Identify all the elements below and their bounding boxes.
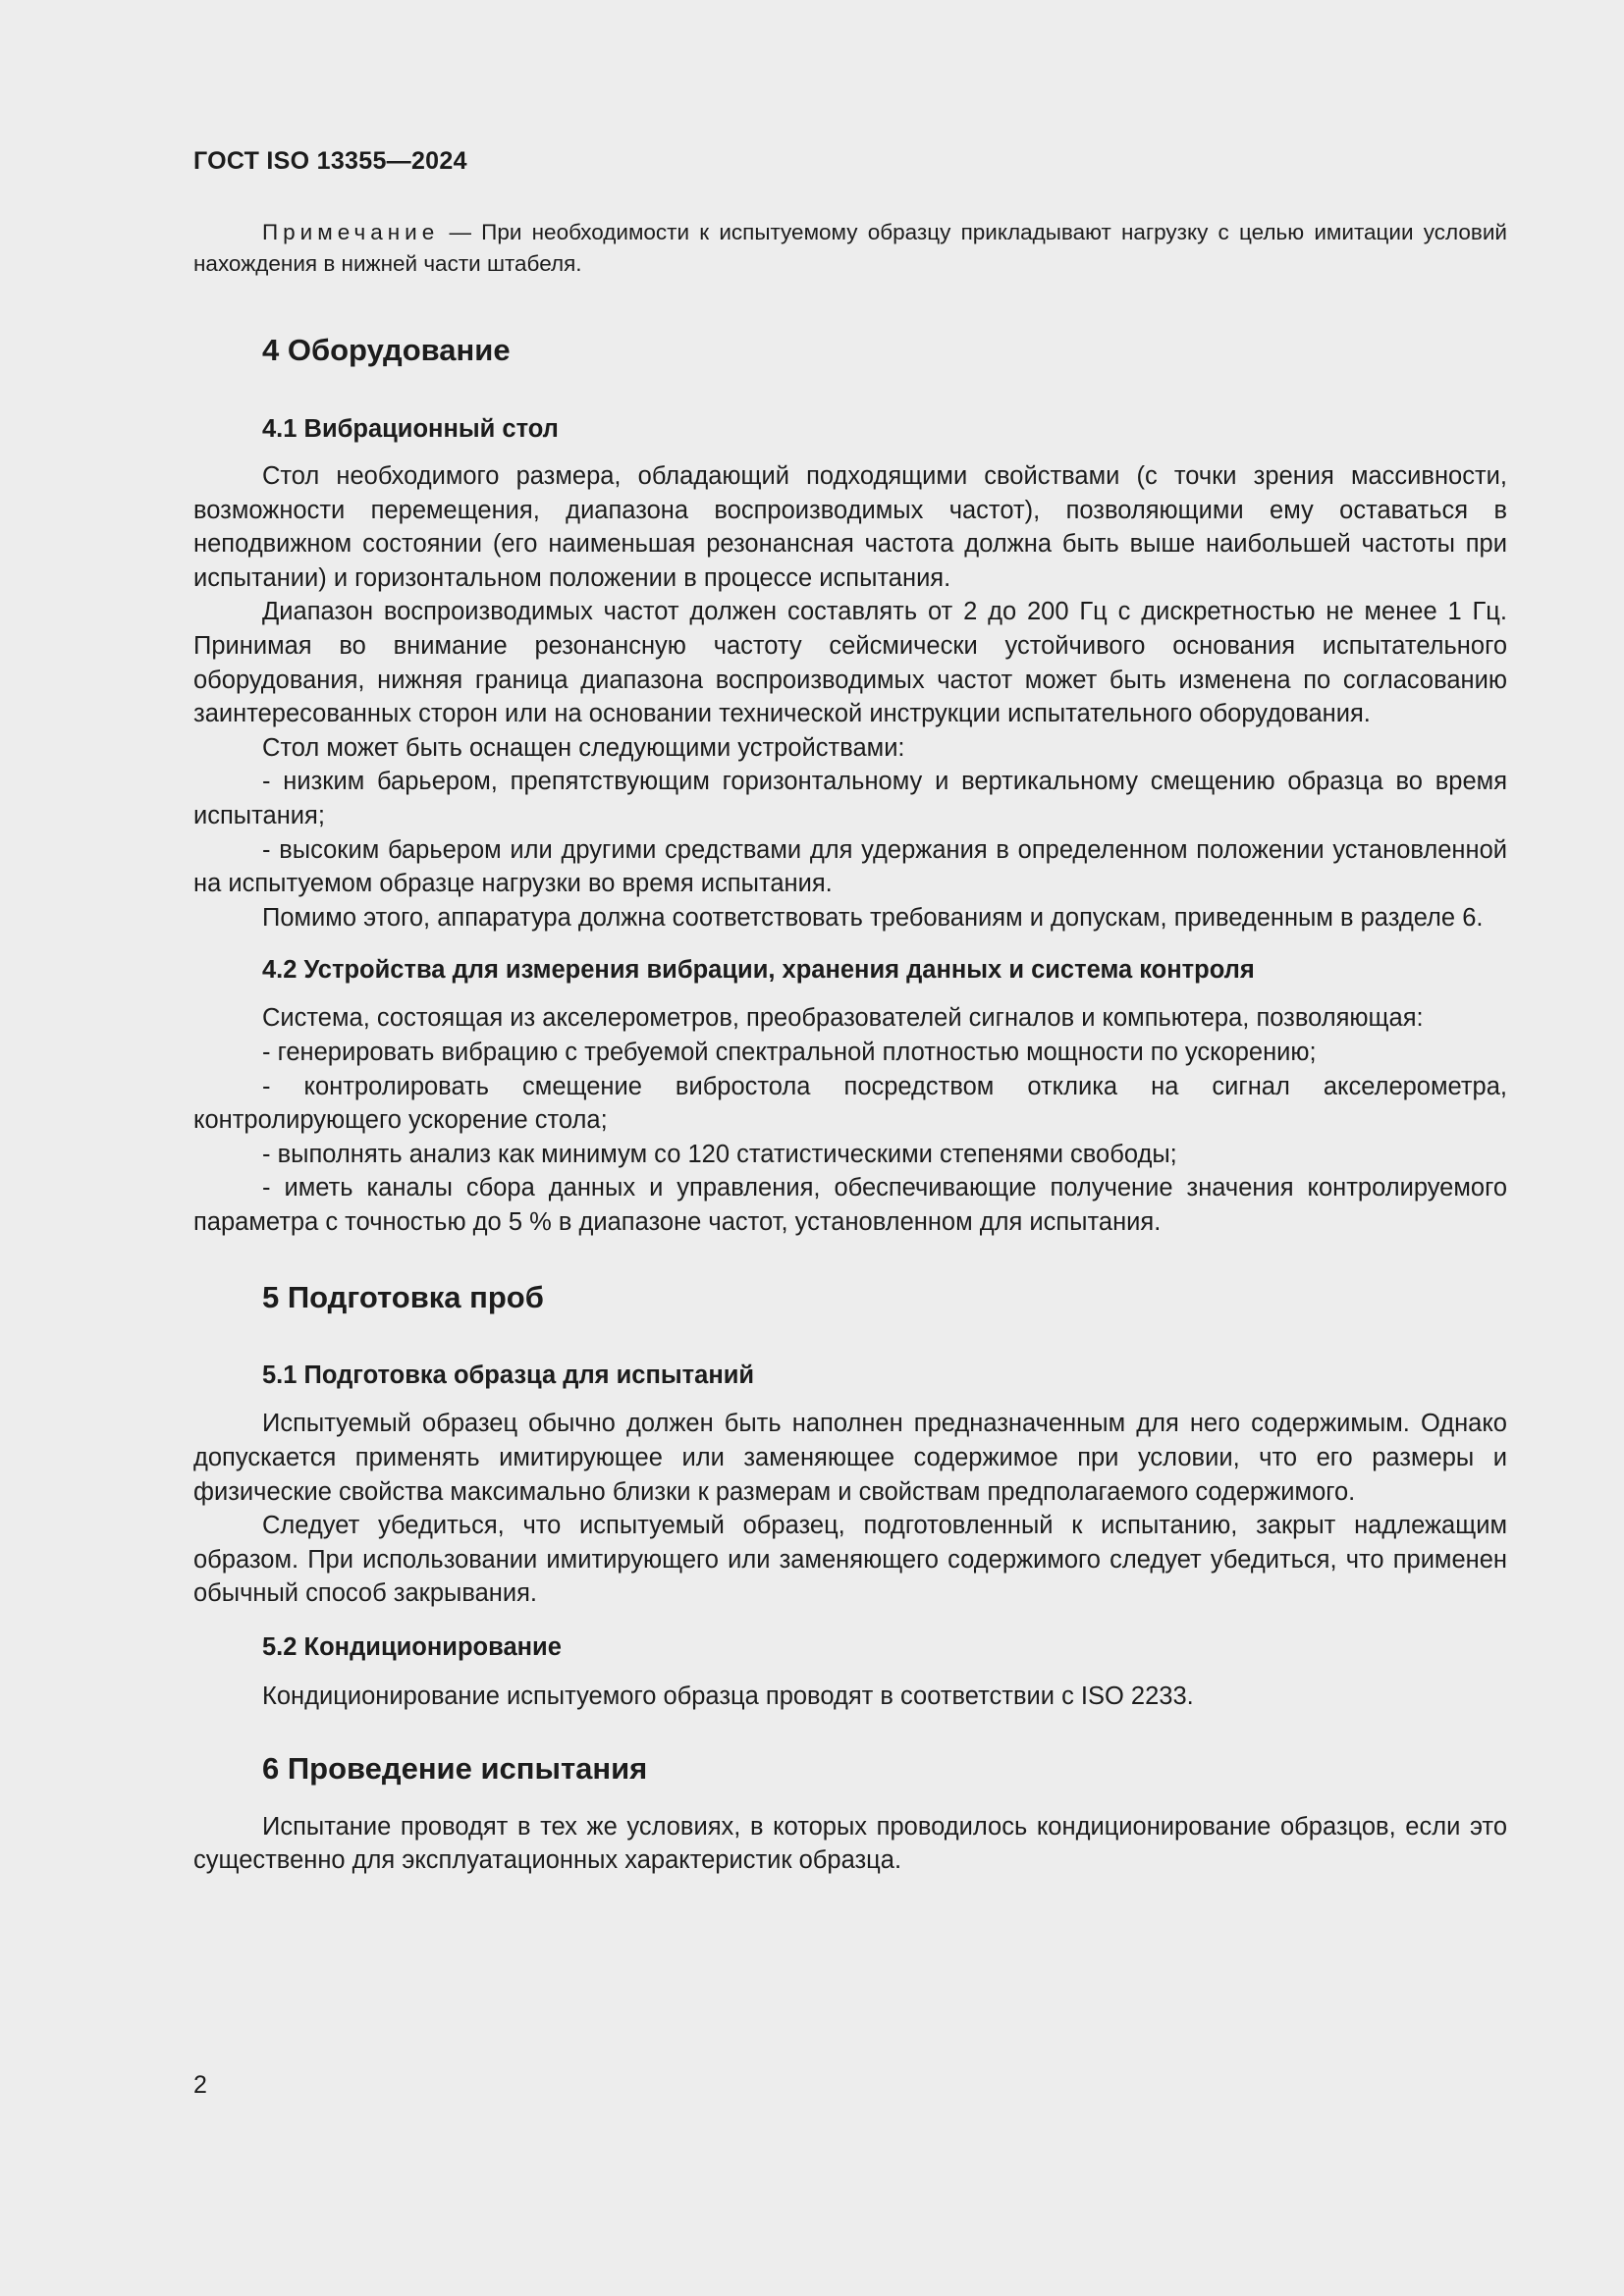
subsection-4-2-body bbox=[193, 1001, 1507, 1239]
paragraph: Стол необходимого размера, обладающий подходящими свойствами (с точки зрения массивности, возможности перемещения, диапазона воспроизводимых частот), позволяющими ему оставаться в неподвижном состоянии (его наименьшая резонансная частота должна быть выше наибольшей частоты при испытании) и горизонтальном положении в процессе испытания. bbox=[193, 462, 1507, 592]
paragraph: Следует убедиться, что испытуемый образец, подготовленный к испытанию, закрыт надлежащим образом. При использовании имитирующего или заменяющего содержимого следует убедиться, что применен обычный способ закрывания. bbox=[193, 1512, 1507, 1608]
paragraph: Диапазон воспроизводимых частот должен составлять от 2 до 200 Гц с дискретностью не менее 1 Гц. Принимая во внимание резонансную частоту сейсмически устойчивого основания испытательного оборудования, нижняя граница диапазона воспроизводимых частот может быть изменена по согласованию заинтересованных сторон или на основании технической инструкции испытательного оборудования. bbox=[193, 598, 1507, 728]
section-4-heading: 4 Оборудование bbox=[262, 333, 511, 367]
paragraph: Испытание проводят в тех же условиях, в которых проводилось кондиционирование образцов, если это существенно для эксплуатационных характеристик образца. bbox=[193, 1812, 1507, 1875]
list-item: - высоким барьером или другими средствами для удержания в определенном положении установленной на испытуемом образце нагрузки во время испытания. bbox=[193, 835, 1507, 898]
list-item: - выполнять анализ как минимум со 120 статистическими степенями свободы; bbox=[262, 1140, 1177, 1168]
page-content bbox=[193, 147, 1507, 1878]
page-number: 2 bbox=[193, 2071, 207, 2099]
list-item: - низким барьером, препятствующим горизонтальному и вертикальному смещению образца во время испытания; bbox=[193, 768, 1507, 829]
note-paragraph bbox=[193, 217, 1507, 280]
paragraph: Стол может быть оснащен следующими устройствами: bbox=[262, 733, 905, 762]
subsection-5-2-heading: 5.2 Кондиционирование bbox=[262, 1633, 562, 1662]
paragraph: Испытуемый образец обычно должен быть наполнен предназначенным для него содержимым. Однако допускается применять имитирующее или заменяющее содержимое при условии, что его размеры и физические свойства максимально близки к размерам и свойствам предполагаемого содержимого. bbox=[193, 1410, 1507, 1506]
note-label: Примечание bbox=[262, 220, 440, 244]
subsection-5-2-body bbox=[193, 1680, 1507, 1714]
section-6-body bbox=[193, 1810, 1507, 1878]
subsection-4-1-body bbox=[193, 459, 1507, 934]
list-item: - генерировать вибрацию с требуемой спектральной плотностью мощности по ускорению; bbox=[262, 1038, 1317, 1066]
paragraph: Помимо этого, аппаратура должна соответствовать требованиям и допускам, приведенным в разделе 6. bbox=[262, 903, 1484, 932]
note-text: — При необходимости к испытуемому образцу прикладывают нагрузку с целью имитации условий нахождения в нижней части штабеля. bbox=[193, 220, 1507, 276]
document-code-header: ГОСТ ISO 13355—2024 bbox=[193, 147, 467, 175]
paragraph: Система, состоящая из акселерометров, преобразователей сигналов и компьютера, позволяющая: bbox=[262, 1004, 1424, 1033]
section-5-heading: 5 Подготовка проб bbox=[262, 1280, 544, 1315]
list-item: - иметь каналы сбора данных и управления, обеспечивающие получение значения контролируемого параметра с точностью до 5 % в диапазоне частот, установленном для испытания. bbox=[193, 1174, 1507, 1236]
subsection-4-2-heading: 4.2 Устройства для измерения вибрации, хранения данных и система контроля bbox=[262, 956, 1255, 985]
subsection-4-1-heading: 4.1 Вибрационный стол bbox=[262, 415, 559, 443]
subsection-5-1-body bbox=[193, 1407, 1507, 1611]
paragraph: Кондиционирование испытуемого образца проводят в соответствии с ISO 2233. bbox=[262, 1682, 1194, 1711]
list-item: - контролировать смещение вибростола посредством отклика на сигнал акселерометра, контролирующего ускорение стола; bbox=[193, 1072, 1507, 1135]
section-6-heading: 6 Проведение испытания bbox=[262, 1750, 648, 1786]
subsection-5-1-heading: 5.1 Подготовка образца для испытаний bbox=[262, 1362, 755, 1390]
